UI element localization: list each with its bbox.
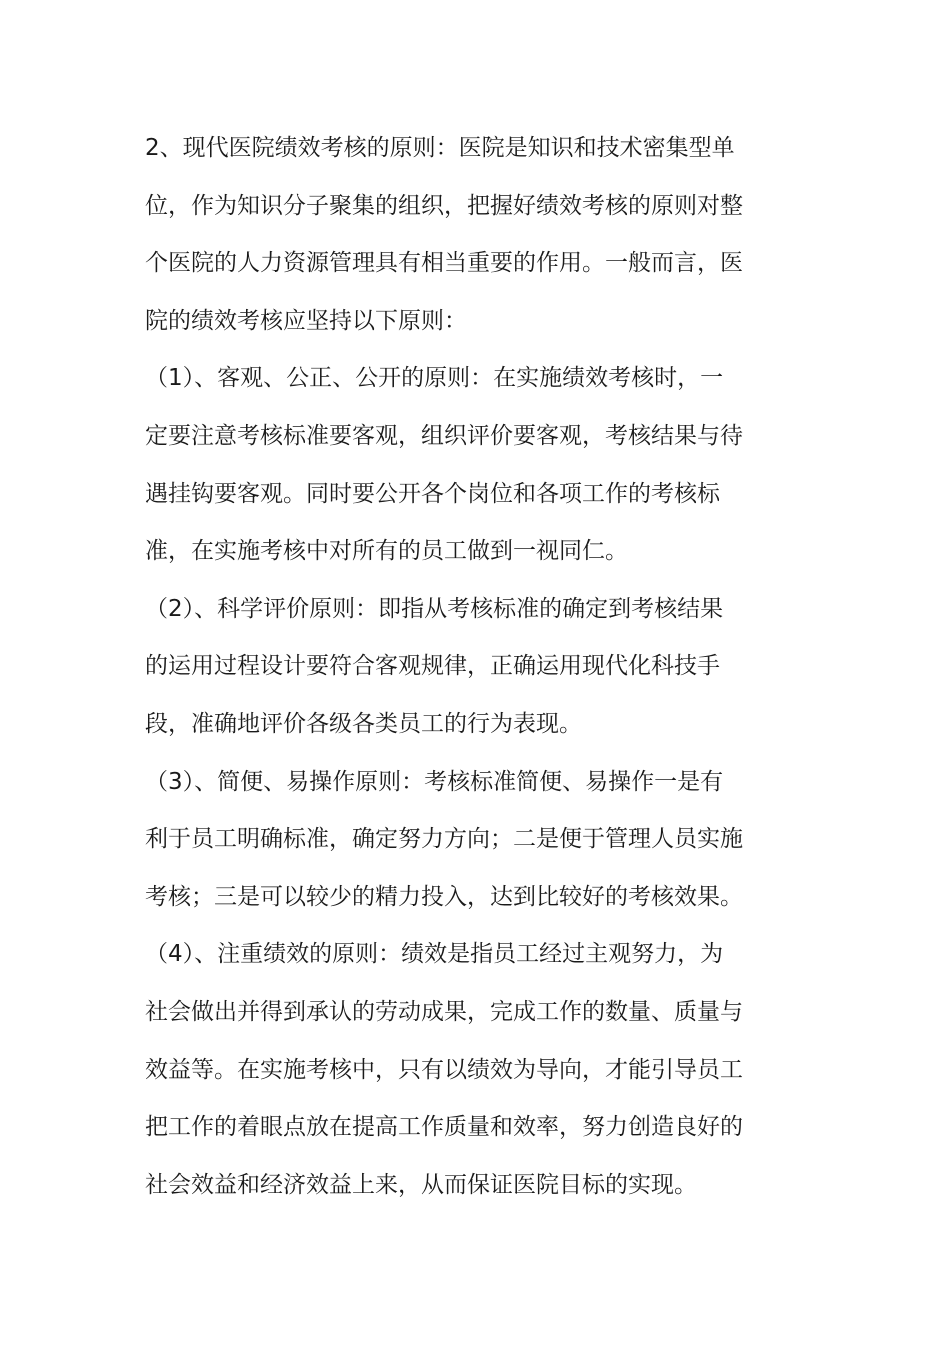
text-line: 把工作的着眼点放在提高工作质量和效率，努力创造良好的: [145, 1114, 743, 1141]
text-line: （2）、科学评价原则：即指从考核标准的确定到考核结果: [145, 595, 724, 622]
text-line: 段，准确地评价各级各类员工的行为表现。: [145, 710, 582, 737]
text-line: （1）、客观、公正、公开的原则：在实施绩效考核时，一: [145, 365, 724, 392]
text-line: 定要注意考核标准要客观，组织评价要客观，考核结果与待: [145, 422, 743, 449]
body-text: [145, 120, 745, 1214]
text-line: 位，作为知识分子聚集的组织，把握好绩效考核的原则对整: [145, 192, 743, 219]
text-line: （4）、注重绩效的原则：绩效是指员工经过主观努力，为: [145, 941, 724, 968]
text-line: 2、现代医院绩效考核的原则：医院是知识和技术密集型单: [145, 135, 735, 161]
text-line: 社会效益和经济效益上来，从而保证医院目标的实现。: [145, 1171, 697, 1198]
text-line: 考核；三是可以较少的精力投入，达到比较好的考核效果。: [145, 883, 743, 910]
text-line: 利于员工明确标准，确定努力方向；二是便于管理人员实施: [145, 826, 743, 853]
text-line: 准，在实施考核中对所有的员工做到一视同仁。: [145, 538, 628, 565]
text-line: 遇挂钩要客观。同时要公开各个岗位和各项工作的考核标: [145, 480, 720, 507]
text-line: 的运用过程设计要符合客观规律，正确运用现代化科技手: [145, 653, 720, 680]
text-line: 院的绩效考核应坚持以下原则：: [145, 307, 467, 334]
text-line: （3）、简便、易操作原则：考核标准简便、易操作一是有: [145, 768, 724, 795]
text-line: 效益等。在实施考核中，只有以绩效为导向，才能引导员工: [145, 1056, 743, 1083]
text-line: 个医院的人力资源管理具有相当重要的作用。一般而言，医: [145, 250, 743, 277]
text-line: 社会做出并得到承认的劳动成果，完成工作的数量、质量与: [145, 998, 743, 1025]
